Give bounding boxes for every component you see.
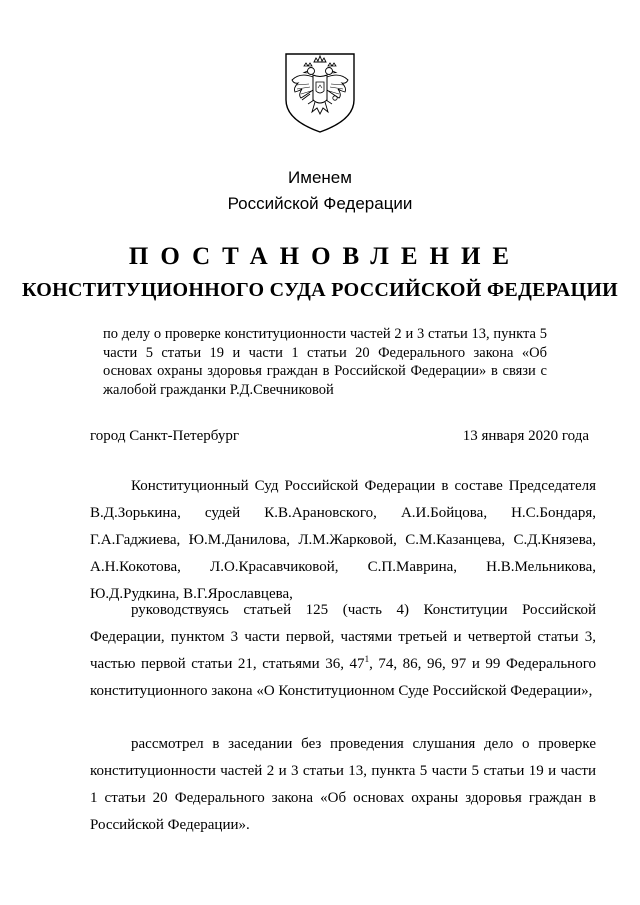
on-behalf-line-1: Именем (288, 168, 352, 187)
place: город Санкт-Петербург (90, 428, 239, 444)
legal-basis-text-start: руководствуясь статьей 125 (часть 4) Конституции Российской Федерации, пунктом 3 части первой, частями третьей и четвертой статьи 3, частью первой статьи 21, статьями 36, 47 (90, 602, 596, 672)
paragraph-legal-basis (90, 597, 596, 705)
on-behalf-line-2: Российской Федерации (227, 194, 413, 213)
russian-coat-of-arms-icon (280, 50, 360, 134)
date: 13 января 2020 года (462, 428, 589, 444)
court-name: КОНСТИТУЦИОННОГО СУДА РОССИЙСКОЙ ФЕДЕРАЦИИ (21, 279, 619, 301)
paragraph-composition: Конституционный Суд Российской Федерации в составе Председателя В.Д.Зорькина, судей К.В.Арановского, А.И.Бойцова, Н.С.Бондаря, Г.А.Гаджиева, Ю.М.Данилова, Л.М.Жарковой, С.М.Казанцева, С.Д.Князева, А.Н.Кокотова, Л.О.Красавчиковой, С.П.Маврина, Н.В.Мельникова, Ю.Д.Рудкина, В.Г.Ярославцева, (90, 478, 596, 602)
article-superscript: 1 (364, 654, 370, 664)
legal-basis-text-end: , 74, 86, 96, 97 и 99 Федерального конституционного закона «О Конституционном Суде Российской Федерации», (90, 656, 596, 699)
document-title: ПОСТАНОВЛЕНИЕ (128, 243, 522, 270)
paragraph-consideration: рассмотрел в заседании без проведения слушания дело о проверке конституционности частей 2 и 3 статьи 13, пункта 5 части 5 статьи 19 и части 1 статьи 20 Федерального закона «Об основах охраны здоровья граждан в Российской Федерации». (90, 736, 596, 833)
case-subject: по делу о проверке конституционности частей 2 и 3 статьи 13, пункта 5 части 5 статьи 19 и части 1 статьи 20 Федерального закона «Об основах охраны здоровья граждан в Российской Федерации» в связи с жалобой гражданки Р.Д.Свечниковой (103, 326, 547, 398)
